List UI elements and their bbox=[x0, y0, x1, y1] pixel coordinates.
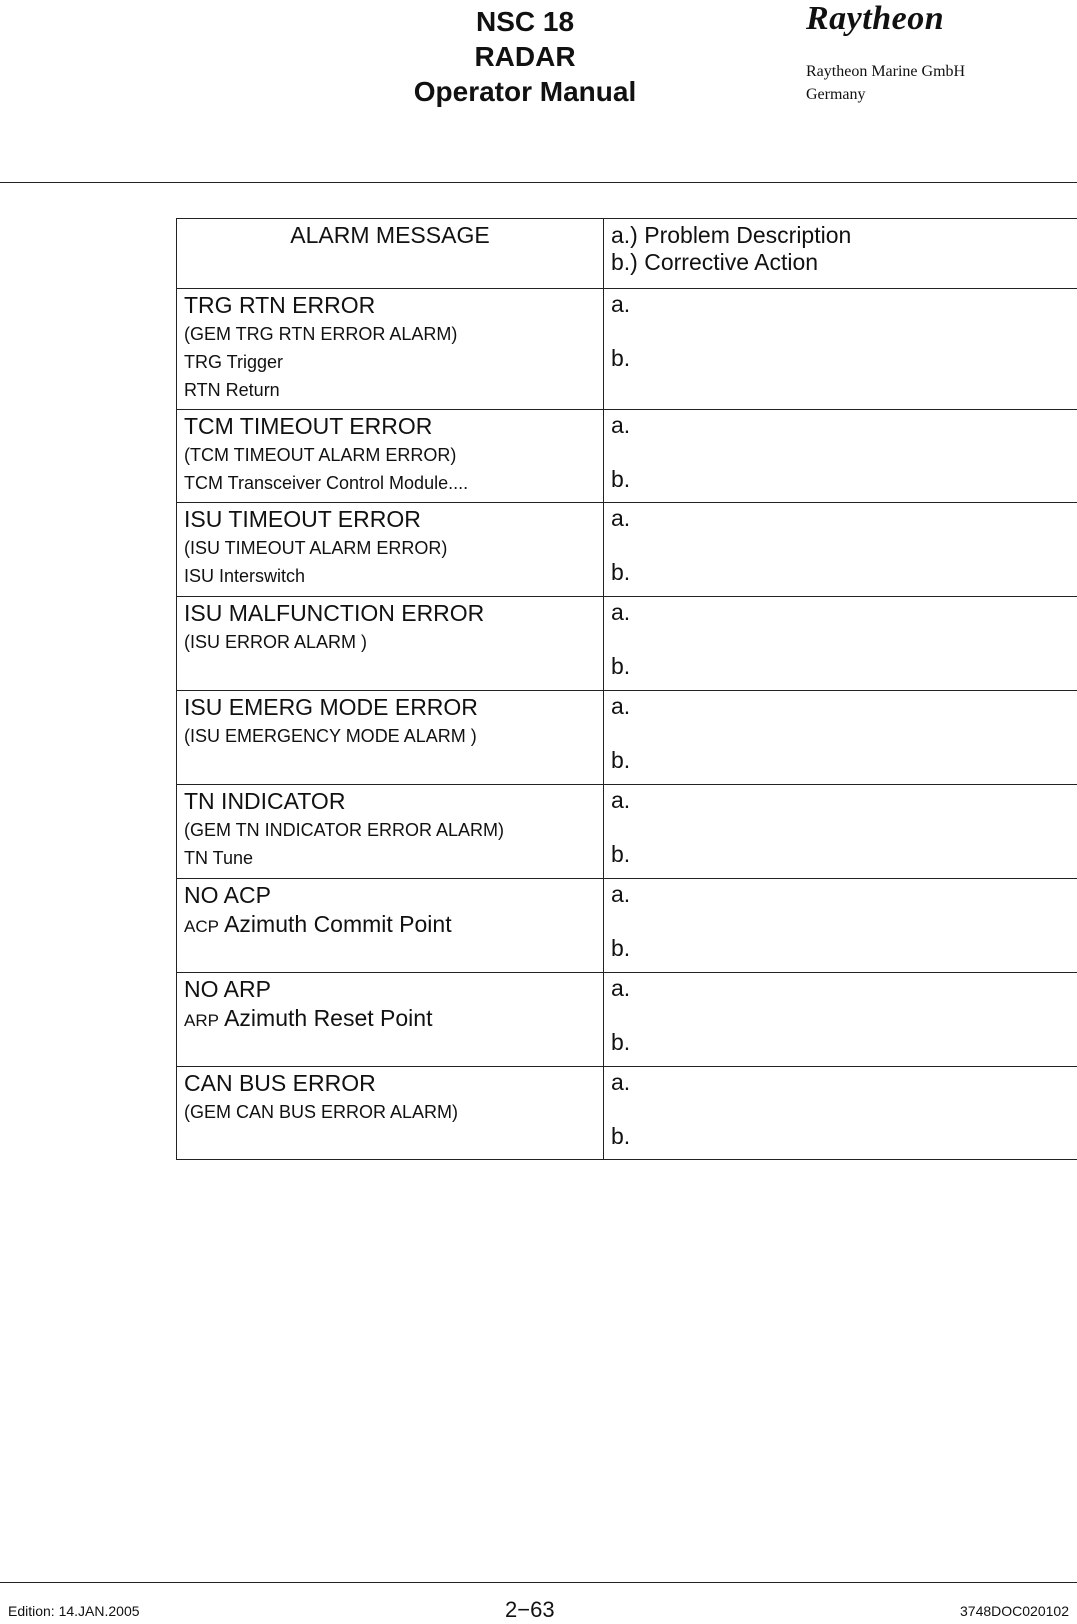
description-cell bbox=[604, 597, 1077, 691]
description-cell bbox=[604, 973, 1077, 1067]
col-header-action: b.) Corrective Action bbox=[611, 249, 819, 275]
corrective-action: b. bbox=[611, 747, 631, 773]
corrective-action: b. bbox=[611, 1123, 631, 1149]
corrective-action: b. bbox=[611, 559, 631, 585]
table-row bbox=[177, 289, 1077, 410]
description-cell bbox=[604, 785, 1077, 879]
alarm-cell bbox=[177, 973, 604, 1067]
table-row bbox=[177, 691, 1077, 785]
alarm-title: TN INDICATOR bbox=[184, 788, 346, 814]
problem-description: a. bbox=[611, 505, 631, 531]
problem-description: a. bbox=[611, 599, 631, 625]
alarm-cell bbox=[177, 597, 604, 691]
table-row bbox=[177, 879, 1077, 973]
alarm-subtitle: (ISU ERROR ALARM ) bbox=[184, 632, 368, 652]
problem-description: a. bbox=[611, 787, 631, 813]
alarm-title: ISU MALFUNCTION ERROR bbox=[184, 600, 485, 626]
description-cell bbox=[604, 1067, 1077, 1160]
table-row bbox=[177, 973, 1077, 1067]
alarm-title: ISU TIMEOUT ERROR bbox=[184, 506, 421, 532]
alarm-table bbox=[176, 218, 1077, 1160]
alarm-title: NO ACP bbox=[184, 882, 271, 908]
abbreviation-code: ACP bbox=[184, 917, 219, 936]
company-block bbox=[806, 60, 965, 106]
alarm-subtitle: (GEM TN INDICATOR ERROR ALARM) bbox=[184, 820, 505, 840]
description-cell bbox=[604, 503, 1077, 597]
table-row bbox=[177, 785, 1077, 879]
problem-description: a. bbox=[611, 412, 631, 438]
alarm-abbreviation: RTN Return bbox=[184, 380, 280, 400]
alarm-abbreviation bbox=[184, 1004, 603, 1035]
problem-description: a. bbox=[611, 975, 631, 1001]
product-type: RADAR bbox=[474, 41, 576, 72]
abbreviation-meaning: Azimuth Reset Point bbox=[224, 1005, 433, 1031]
corrective-action: b. bbox=[611, 345, 631, 371]
brand-logo: Raytheon bbox=[806, 0, 945, 37]
alarm-abbreviation: TN Tune bbox=[184, 848, 254, 868]
table-row bbox=[177, 503, 1077, 597]
alarm-cell bbox=[177, 1067, 604, 1160]
alarm-abbreviation: ISU Interswitch bbox=[184, 566, 306, 586]
col-header-alarm-message: ALARM MESSAGE bbox=[177, 219, 604, 289]
manual-title-block bbox=[380, 4, 670, 109]
company-country: Germany bbox=[806, 86, 866, 103]
description-cell bbox=[604, 410, 1077, 503]
document-id: 3748DOC020102 bbox=[960, 1603, 1069, 1619]
corrective-action: b. bbox=[611, 1029, 631, 1055]
table-header-row bbox=[177, 219, 1077, 289]
alarm-abbreviation: TRG Trigger bbox=[184, 352, 284, 372]
product-name: NSC 18 bbox=[475, 6, 575, 37]
alarm-title: ISU EMERG MODE ERROR bbox=[184, 694, 478, 720]
corrective-action: b. bbox=[611, 466, 631, 492]
problem-description: a. bbox=[611, 291, 631, 317]
manual-type: Operator Manual bbox=[413, 76, 637, 107]
footer-divider bbox=[0, 1582, 1077, 1583]
page-number: 2−63 bbox=[505, 1597, 555, 1622]
alarm-subtitle: (ISU TIMEOUT ALARM ERROR) bbox=[184, 538, 448, 558]
description-cell bbox=[604, 289, 1077, 410]
alarm-title: CAN BUS ERROR bbox=[184, 1070, 376, 1096]
alarm-subtitle: (ISU EMERGENCY MODE ALARM ) bbox=[184, 726, 477, 746]
alarm-cell bbox=[177, 503, 604, 597]
alarm-cell bbox=[177, 691, 604, 785]
alarm-cell bbox=[177, 785, 604, 879]
alarm-subtitle: (TCM TIMEOUT ALARM ERROR) bbox=[184, 445, 457, 465]
problem-description: a. bbox=[611, 693, 631, 719]
col-header-problem: a.) Problem Description bbox=[611, 222, 852, 248]
corrective-action: b. bbox=[611, 653, 631, 679]
corrective-action: b. bbox=[611, 841, 631, 867]
problem-description: a. bbox=[611, 881, 631, 907]
corrective-action: b. bbox=[611, 935, 631, 961]
table-row bbox=[177, 597, 1077, 691]
description-cell bbox=[604, 879, 1077, 973]
alarm-abbreviation bbox=[184, 910, 603, 941]
alarm-title: TCM TIMEOUT ERROR bbox=[184, 413, 433, 439]
alarm-title: TRG RTN ERROR bbox=[184, 292, 376, 318]
problem-description: a. bbox=[611, 1069, 631, 1095]
table-row bbox=[177, 1067, 1077, 1160]
alarm-title: NO ARP bbox=[184, 976, 271, 1002]
alarm-abbreviation: TCM Transceiver Control Module.... bbox=[184, 473, 469, 493]
alarm-subtitle: (GEM TRG RTN ERROR ALARM) bbox=[184, 324, 458, 344]
col-header-description bbox=[604, 219, 1077, 289]
alarm-subtitle: (GEM CAN BUS ERROR ALARM) bbox=[184, 1102, 459, 1122]
company-name: Raytheon Marine GmbH bbox=[806, 63, 966, 80]
alarm-cell bbox=[177, 879, 604, 973]
edition-date: Edition: 14.JAN.2005 bbox=[8, 1603, 140, 1619]
description-cell bbox=[604, 691, 1077, 785]
alarm-cell bbox=[177, 410, 604, 503]
abbreviation-meaning: Azimuth Commit Point bbox=[224, 911, 452, 937]
header-divider bbox=[0, 182, 1077, 183]
table-row bbox=[177, 410, 1077, 503]
abbreviation-code: ARP bbox=[184, 1011, 219, 1030]
alarm-cell bbox=[177, 289, 604, 410]
